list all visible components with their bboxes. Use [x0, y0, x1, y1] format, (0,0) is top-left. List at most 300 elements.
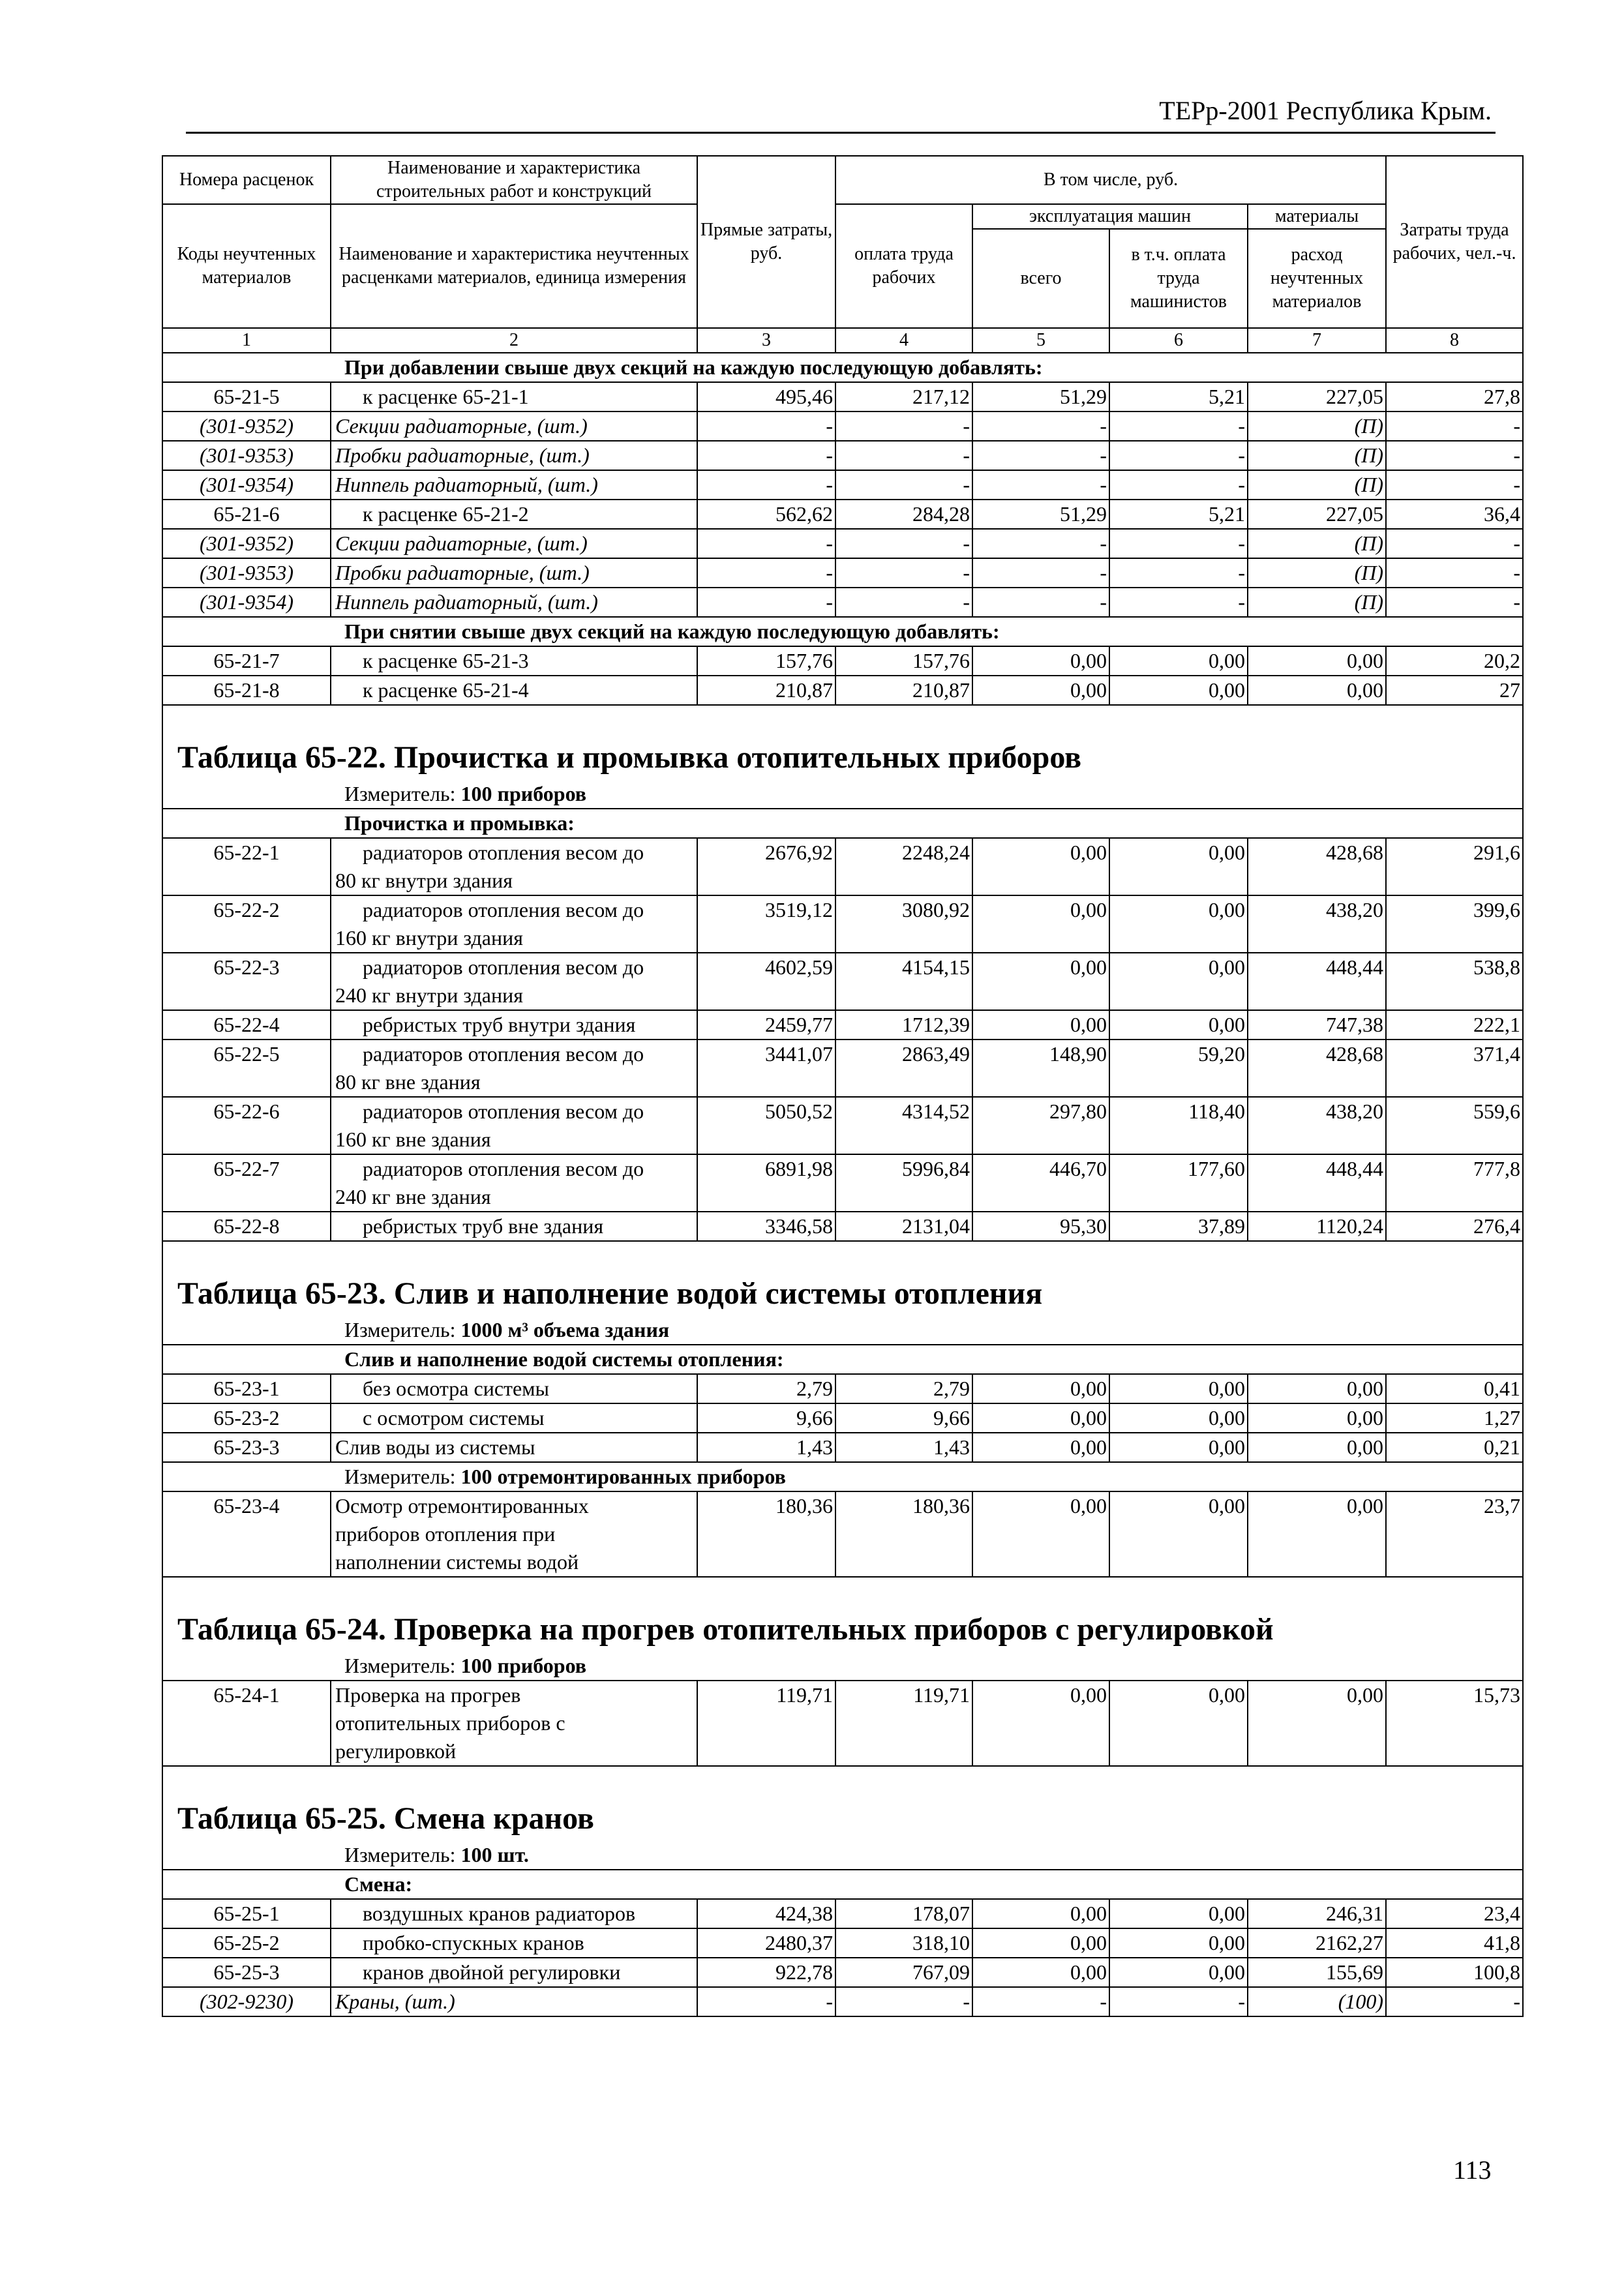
material-name: Секции радиаторные, (шт.): [331, 529, 697, 558]
rate-name: [331, 895, 697, 953]
labor-hours-cell: -: [1386, 529, 1523, 558]
rate-code: 65-24-1: [162, 1681, 331, 1766]
machines-labor-cell: -: [1109, 470, 1248, 500]
materials-cost-cell: 448,44: [1248, 953, 1386, 1010]
labor-hours-cell: 559,6: [1386, 1097, 1523, 1154]
rate-name-line: с осмотром системы: [363, 1406, 545, 1429]
measure-label: Измеритель:: [344, 1843, 461, 1866]
rate-row: [162, 1681, 1523, 1766]
labor-hours-cell: 371,4: [1386, 1040, 1523, 1097]
machines-total-cell: 0,00: [972, 646, 1109, 676]
rate-name: [331, 676, 697, 705]
rate-row: [162, 1154, 1523, 1212]
direct-cost-cell: 157,76: [697, 646, 835, 676]
rate-name-line: к расценке 65-21-4: [363, 678, 529, 702]
direct-cost-cell: 562,62: [697, 500, 835, 529]
labor-cost-cell: -: [835, 558, 972, 588]
machines-total-cell: -: [972, 529, 1109, 558]
rate-name-line: радиаторов отопления весом до: [363, 955, 644, 979]
machines-total-cell: -: [972, 1987, 1109, 2016]
section-heading-row: [162, 809, 1523, 838]
machines-labor-cell: 0,00: [1109, 676, 1248, 705]
direct-cost-cell: -: [697, 470, 835, 500]
rate-name: [331, 500, 697, 529]
labor-hours-cell: 0,21: [1386, 1433, 1523, 1462]
measure-cell: [162, 1462, 1523, 1491]
materials-cost-cell: 227,05: [1248, 382, 1386, 411]
rate-row: [162, 382, 1523, 411]
direct-cost-cell: 3441,07: [697, 1040, 835, 1097]
running-header: [186, 95, 1496, 134]
machines-total-cell: -: [972, 558, 1109, 588]
materials-cost-cell: 438,20: [1248, 895, 1386, 953]
header-col2-top: Наименование и характеристика строительных работ и конструкций: [331, 156, 697, 204]
measure-label: Измеритель:: [344, 1465, 461, 1488]
labor-cost-cell: -: [835, 588, 972, 617]
rate-name-line: Слив воды из системы: [335, 1435, 535, 1459]
direct-cost-cell: 2,79: [697, 1374, 835, 1403]
machines-total-cell: 148,90: [972, 1040, 1109, 1097]
direct-cost-cell: 6891,98: [697, 1154, 835, 1212]
machines-labor-cell: 0,00: [1109, 895, 1248, 953]
rate-name-line: воздушных кранов радиаторов: [363, 1902, 636, 1925]
rate-name-line: радиаторов отопления весом до: [363, 1157, 644, 1180]
direct-cost-cell: 9,66: [697, 1403, 835, 1433]
labor-cost-cell: 2131,04: [835, 1212, 972, 1241]
labor-cost-cell: 119,71: [835, 1681, 972, 1766]
rate-row: [162, 1097, 1523, 1154]
spacer-cell: [162, 705, 1523, 740]
header-num: 1: [162, 328, 331, 353]
rate-name: [331, 953, 697, 1010]
header-num: 4: [835, 328, 972, 353]
material-row: [162, 470, 1523, 500]
machines-labor-cell: -: [1109, 411, 1248, 441]
table-spacer: [162, 1241, 1523, 1276]
direct-cost-cell: 424,38: [697, 1899, 835, 1928]
direct-cost-cell: 2676,92: [697, 838, 835, 895]
materials-cost-cell: (П): [1248, 411, 1386, 441]
table-title-row: [162, 1801, 1523, 1841]
rate-name-line: радиаторов отопления весом до: [363, 841, 644, 864]
direct-cost-cell: 3519,12: [697, 895, 835, 953]
labor-cost-cell: 4314,52: [835, 1097, 972, 1154]
labor-hours-cell: 276,4: [1386, 1212, 1523, 1241]
material-name: Ниппель радиаторный, (шт.): [331, 588, 697, 617]
material-code: (301-9352): [162, 529, 331, 558]
header-num: 8: [1386, 328, 1523, 353]
materials-cost-cell: (100): [1248, 1987, 1386, 2016]
rates-document: [162, 155, 1522, 2017]
direct-cost-cell: -: [697, 588, 835, 617]
rate-row: [162, 953, 1523, 1010]
machines-labor-cell: 0,00: [1109, 1433, 1248, 1462]
rate-name: [331, 1928, 697, 1958]
direct-cost-cell: 5050,52: [697, 1097, 835, 1154]
machines-total-cell: 0,00: [972, 953, 1109, 1010]
table-title: Таблица 65-24. Проверка на прогрев отопительных приборов с регулировкой: [162, 1611, 1523, 1652]
header-num: 6: [1109, 328, 1248, 353]
table-title: Таблица 65-23. Слив и наполнение водой системы отопления: [162, 1276, 1523, 1316]
rate-row: [162, 676, 1523, 705]
machines-labor-cell: -: [1109, 441, 1248, 470]
rate-name-line: к расценке 65-21-1: [363, 385, 529, 408]
rate-code: 65-23-2: [162, 1403, 331, 1433]
measure-row: [162, 1841, 1523, 1870]
rate-name: [331, 1681, 697, 1766]
rate-name: [331, 1154, 697, 1212]
rate-name-line: радиаторов отопления весом до: [363, 1100, 644, 1123]
machines-labor-cell: 0,00: [1109, 1374, 1248, 1403]
labor-hours-cell: 291,6: [1386, 838, 1523, 895]
rate-name-line: кранов двойной регулировки: [363, 1960, 621, 1984]
machines-labor-cell: 0,00: [1109, 1491, 1248, 1577]
labor-cost-cell: 1,43: [835, 1433, 972, 1462]
rate-name: [331, 646, 697, 676]
rate-row: [162, 1403, 1523, 1433]
rate-name: [331, 1010, 697, 1040]
measure-value: 100 приборов: [460, 782, 587, 805]
materials-cost-cell: 1120,24: [1248, 1212, 1386, 1241]
material-name: Секции радиаторные, (шт.): [331, 411, 697, 441]
rate-code: 65-23-4: [162, 1491, 331, 1577]
rate-row: [162, 646, 1523, 676]
measure-row: [162, 1316, 1523, 1345]
rate-code: 65-23-3: [162, 1433, 331, 1462]
machines-labor-cell: 0,00: [1109, 1899, 1248, 1928]
section-heading: Слив и наполнение водой системы отопления:: [162, 1345, 1523, 1374]
machines-total-cell: 0,00: [972, 1433, 1109, 1462]
material-name: Краны, (шт.): [331, 1987, 697, 2016]
measure-value: 1000 м³ объема здания: [460, 1318, 670, 1341]
machines-total-cell: 0,00: [972, 1681, 1109, 1766]
materials-cost-cell: 428,68: [1248, 838, 1386, 895]
rate-code: 65-21-8: [162, 676, 331, 705]
rate-code: 65-22-6: [162, 1097, 331, 1154]
materials-cost-cell: 747,38: [1248, 1010, 1386, 1040]
labor-hours-cell: 27: [1386, 676, 1523, 705]
rate-name-line: 80 кг вне здания: [335, 1070, 481, 1094]
materials-cost-cell: 227,05: [1248, 500, 1386, 529]
material-row: [162, 529, 1523, 558]
labor-cost-cell: -: [835, 411, 972, 441]
header-col8: Затраты труда рабочих, чел.-ч.: [1386, 156, 1523, 328]
rate-name-line: Осмотр отремонтированных: [335, 1494, 589, 1518]
machines-total-cell: 446,70: [972, 1154, 1109, 1212]
section-heading-row: [162, 353, 1523, 382]
machines-total-cell: 0,00: [972, 1958, 1109, 1987]
header-machines: эксплуатация машин: [972, 204, 1248, 229]
rate-name-line: 240 кг внутри здания: [335, 983, 523, 1007]
section-heading: Смена:: [162, 1870, 1523, 1899]
material-name: Пробки радиаторные, (шт.): [331, 441, 697, 470]
measure-cell: [162, 1841, 1523, 1870]
machines-labor-cell: -: [1109, 588, 1248, 617]
materials-cost-cell: (П): [1248, 558, 1386, 588]
materials-cost-cell: 438,20: [1248, 1097, 1386, 1154]
machines-total-cell: 0,00: [972, 1374, 1109, 1403]
header-col1-top: Номера расценок: [162, 156, 331, 204]
labor-hours-cell: -: [1386, 1987, 1523, 2016]
labor-hours-cell: 23,4: [1386, 1899, 1523, 1928]
measure-cell: [162, 1316, 1523, 1345]
materials-cost-cell: (П): [1248, 529, 1386, 558]
rate-code: 65-23-1: [162, 1374, 331, 1403]
labor-hours-cell: 27,8: [1386, 382, 1523, 411]
machines-labor-cell: 0,00: [1109, 838, 1248, 895]
labor-hours-cell: 20,2: [1386, 646, 1523, 676]
machines-total-cell: 0,00: [972, 1010, 1109, 1040]
header-materials-sub: расход неучтенных материалов: [1248, 229, 1386, 328]
rate-name-line: 160 кг вне здания: [335, 1128, 491, 1151]
rate-code: 65-22-3: [162, 953, 331, 1010]
rate-name: [331, 1433, 697, 1462]
machines-labor-cell: 118,40: [1109, 1097, 1248, 1154]
measure-row: [162, 780, 1523, 809]
labor-cost-cell: 5996,84: [835, 1154, 972, 1212]
labor-hours-cell: -: [1386, 441, 1523, 470]
measure-label: Измеритель:: [344, 1318, 461, 1341]
rate-code: 65-25-1: [162, 1899, 331, 1928]
machines-total-cell: 0,00: [972, 1899, 1109, 1928]
machines-labor-cell: 59,20: [1109, 1040, 1248, 1097]
rate-name: [331, 1097, 697, 1154]
machines-total-cell: 0,00: [972, 1491, 1109, 1577]
rate-name-line: 160 кг внутри здания: [335, 926, 523, 950]
direct-cost-cell: 922,78: [697, 1958, 835, 1987]
materials-cost-cell: 0,00: [1248, 1491, 1386, 1577]
labor-cost-cell: 318,10: [835, 1928, 972, 1958]
rate-name-line: регулировкой: [335, 1739, 457, 1763]
rate-code: 65-21-5: [162, 382, 331, 411]
labor-cost-cell: 157,76: [835, 646, 972, 676]
labor-hours-cell: 538,8: [1386, 953, 1523, 1010]
material-row: [162, 411, 1523, 441]
machines-total-cell: -: [972, 588, 1109, 617]
measure-row: [162, 1652, 1523, 1681]
materials-cost-cell: 0,00: [1248, 676, 1386, 705]
rate-name: [331, 1958, 697, 1987]
machines-labor-cell: 5,21: [1109, 382, 1248, 411]
direct-cost-cell: 2480,37: [697, 1928, 835, 1958]
rate-code: 65-22-1: [162, 838, 331, 895]
rate-name: [331, 1403, 697, 1433]
table-title-row: [162, 1276, 1523, 1316]
labor-hours-cell: 15,73: [1386, 1681, 1523, 1766]
rate-name-line: ребристых труб внутри здания: [363, 1013, 636, 1036]
labor-hours-cell: -: [1386, 470, 1523, 500]
direct-cost-cell: 210,87: [697, 676, 835, 705]
rate-row: [162, 838, 1523, 895]
rate-name-line: приборов отопления при: [335, 1522, 556, 1546]
materials-cost-cell: 0,00: [1248, 1433, 1386, 1462]
machines-labor-cell: 37,89: [1109, 1212, 1248, 1241]
rate-row: [162, 1374, 1523, 1403]
rate-name: [331, 1374, 697, 1403]
direct-cost-cell: 1,43: [697, 1433, 835, 1462]
rate-name: [331, 1040, 697, 1097]
materials-cost-cell: 0,00: [1248, 1374, 1386, 1403]
table-title: Таблица 65-22. Прочистка и промывка отопительных приборов: [162, 740, 1523, 780]
machines-total-cell: 0,00: [972, 895, 1109, 953]
machines-total-cell: 95,30: [972, 1212, 1109, 1241]
rate-row: [162, 1433, 1523, 1462]
rate-code: 65-22-2: [162, 895, 331, 953]
header-labor: оплата труда рабочих: [835, 204, 972, 328]
material-code: (301-9353): [162, 558, 331, 588]
table-spacer: [162, 705, 1523, 740]
rate-row: [162, 1212, 1523, 1241]
rate-code: 65-22-5: [162, 1040, 331, 1097]
labor-hours-cell: 0,41: [1386, 1374, 1523, 1403]
table-body: [162, 353, 1523, 2016]
rate-name-line: пробко-спускных кранов: [363, 1931, 584, 1954]
labor-cost-cell: 2863,49: [835, 1040, 972, 1097]
measure-cell: [162, 1652, 1523, 1681]
table-spacer: [162, 1577, 1523, 1611]
rate-row: [162, 500, 1523, 529]
machines-labor-cell: 0,00: [1109, 1403, 1248, 1433]
machines-total-cell: 297,80: [972, 1097, 1109, 1154]
machines-total-cell: 0,00: [972, 838, 1109, 895]
labor-cost-cell: 217,12: [835, 382, 972, 411]
rate-code: 65-22-7: [162, 1154, 331, 1212]
rate-code: 65-21-6: [162, 500, 331, 529]
header-col3: Прямые затраты, руб.: [697, 156, 835, 328]
labor-cost-cell: 9,66: [835, 1403, 972, 1433]
machines-labor-cell: 0,00: [1109, 646, 1248, 676]
labor-hours-cell: 23,7: [1386, 1491, 1523, 1577]
header-num: 7: [1248, 328, 1386, 353]
materials-cost-cell: 155,69: [1248, 1958, 1386, 1987]
labor-cost-cell: 1712,39: [835, 1010, 972, 1040]
header-num: 5: [972, 328, 1109, 353]
rate-name-line: наполнении системы водой: [335, 1550, 579, 1574]
machines-labor-cell: -: [1109, 558, 1248, 588]
machines-labor-cell: 0,00: [1109, 1958, 1248, 1987]
materials-cost-cell: 428,68: [1248, 1040, 1386, 1097]
header-incl: В том числе, руб.: [835, 156, 1386, 204]
section-heading-row: [162, 1345, 1523, 1374]
rate-code: 65-21-7: [162, 646, 331, 676]
material-row: [162, 441, 1523, 470]
rate-name-line: без осмотра системы: [363, 1377, 549, 1400]
machines-total-cell: -: [972, 411, 1109, 441]
rate-row: [162, 895, 1523, 953]
header-num: 2: [331, 328, 697, 353]
rate-code: 65-22-8: [162, 1212, 331, 1241]
labor-cost-cell: 284,28: [835, 500, 972, 529]
rate-name-line: 240 кг вне здания: [335, 1185, 491, 1208]
material-code: (301-9354): [162, 588, 331, 617]
rate-code: 65-22-4: [162, 1010, 331, 1040]
labor-cost-cell: 3080,92: [835, 895, 972, 953]
machines-total-cell: 51,29: [972, 382, 1109, 411]
direct-cost-cell: -: [697, 529, 835, 558]
labor-cost-cell: -: [835, 441, 972, 470]
measure-value: 100 отремонтированных приборов: [460, 1465, 786, 1488]
rate-row: [162, 1040, 1523, 1097]
rate-name-line: к расценке 65-21-2: [363, 502, 529, 526]
section-heading: Прочистка и промывка:: [162, 809, 1523, 838]
labor-hours-cell: 777,8: [1386, 1154, 1523, 1212]
header-machines-labor: в т.ч. оплата труда машинистов: [1109, 229, 1248, 328]
rate-code: 65-25-2: [162, 1928, 331, 1958]
rate-name-line: ребристых труб вне здания: [363, 1214, 604, 1238]
machines-labor-cell: 0,00: [1109, 1010, 1248, 1040]
direct-cost-cell: 180,36: [697, 1491, 835, 1577]
section-heading-row: [162, 1870, 1523, 1899]
material-code: (302-9230): [162, 1987, 331, 2016]
machines-total-cell: -: [972, 470, 1109, 500]
labor-cost-cell: 2,79: [835, 1374, 972, 1403]
measure-row: [162, 1462, 1523, 1491]
materials-cost-cell: 2162,27: [1248, 1928, 1386, 1958]
header-machines-total: всего: [972, 229, 1109, 328]
running-header-title: ТЕРр-2001 Республика Крым.: [1159, 96, 1492, 125]
direct-cost-cell: 495,46: [697, 382, 835, 411]
machines-labor-cell: 0,00: [1109, 953, 1248, 1010]
machines-labor-cell: 177,60: [1109, 1154, 1248, 1212]
material-code: (301-9352): [162, 411, 331, 441]
materials-cost-cell: 448,44: [1248, 1154, 1386, 1212]
table-spacer: [162, 1766, 1523, 1801]
section-heading: При добавлении свыше двух секций на каждую последующую добавлять:: [162, 353, 1523, 382]
measure-value: 100 приборов: [460, 1654, 587, 1677]
materials-cost-cell: 0,00: [1248, 646, 1386, 676]
direct-cost-cell: 4602,59: [697, 953, 835, 1010]
labor-hours-cell: 222,1: [1386, 1010, 1523, 1040]
labor-hours-cell: -: [1386, 588, 1523, 617]
materials-cost-cell: (П): [1248, 441, 1386, 470]
direct-cost-cell: 119,71: [697, 1681, 835, 1766]
material-code: (301-9354): [162, 470, 331, 500]
rate-row: [162, 1958, 1523, 1987]
measure-cell: [162, 780, 1523, 809]
material-row: [162, 588, 1523, 617]
direct-cost-cell: -: [697, 441, 835, 470]
labor-cost-cell: -: [835, 529, 972, 558]
machines-labor-cell: 5,21: [1109, 500, 1248, 529]
material-name: Ниппель радиаторный, (шт.): [331, 470, 697, 500]
table-header: [162, 156, 1523, 353]
machines-labor-cell: 0,00: [1109, 1928, 1248, 1958]
labor-hours-cell: 41,8: [1386, 1928, 1523, 1958]
rate-name-line: отопительных приборов с: [335, 1711, 565, 1735]
labor-hours-cell: -: [1386, 558, 1523, 588]
section-heading: При снятии свыше двух секций на каждую последующую добавлять:: [162, 617, 1523, 646]
header-num: 3: [697, 328, 835, 353]
materials-cost-cell: (П): [1248, 470, 1386, 500]
labor-cost-cell: 4154,15: [835, 953, 972, 1010]
measure-label: Измеритель:: [344, 1654, 461, 1677]
rate-name-line: к расценке 65-21-3: [363, 649, 529, 672]
labor-hours-cell: 399,6: [1386, 895, 1523, 953]
labor-cost-cell: 210,87: [835, 676, 972, 705]
machines-total-cell: 0,00: [972, 676, 1109, 705]
direct-cost-cell: 3346,58: [697, 1212, 835, 1241]
page-number: 113: [1453, 2155, 1492, 2185]
machines-total-cell: 0,00: [972, 1403, 1109, 1433]
labor-hours-cell: 36,4: [1386, 500, 1523, 529]
spacer-cell: [162, 1241, 1523, 1276]
header-col1-bottom: Коды неучтенных материалов: [162, 204, 331, 328]
labor-cost-cell: -: [835, 1987, 972, 2016]
machines-labor-cell: -: [1109, 529, 1248, 558]
rate-row: [162, 1899, 1523, 1928]
labor-cost-cell: 767,09: [835, 1958, 972, 1987]
measure-label: Измеритель:: [344, 782, 461, 805]
